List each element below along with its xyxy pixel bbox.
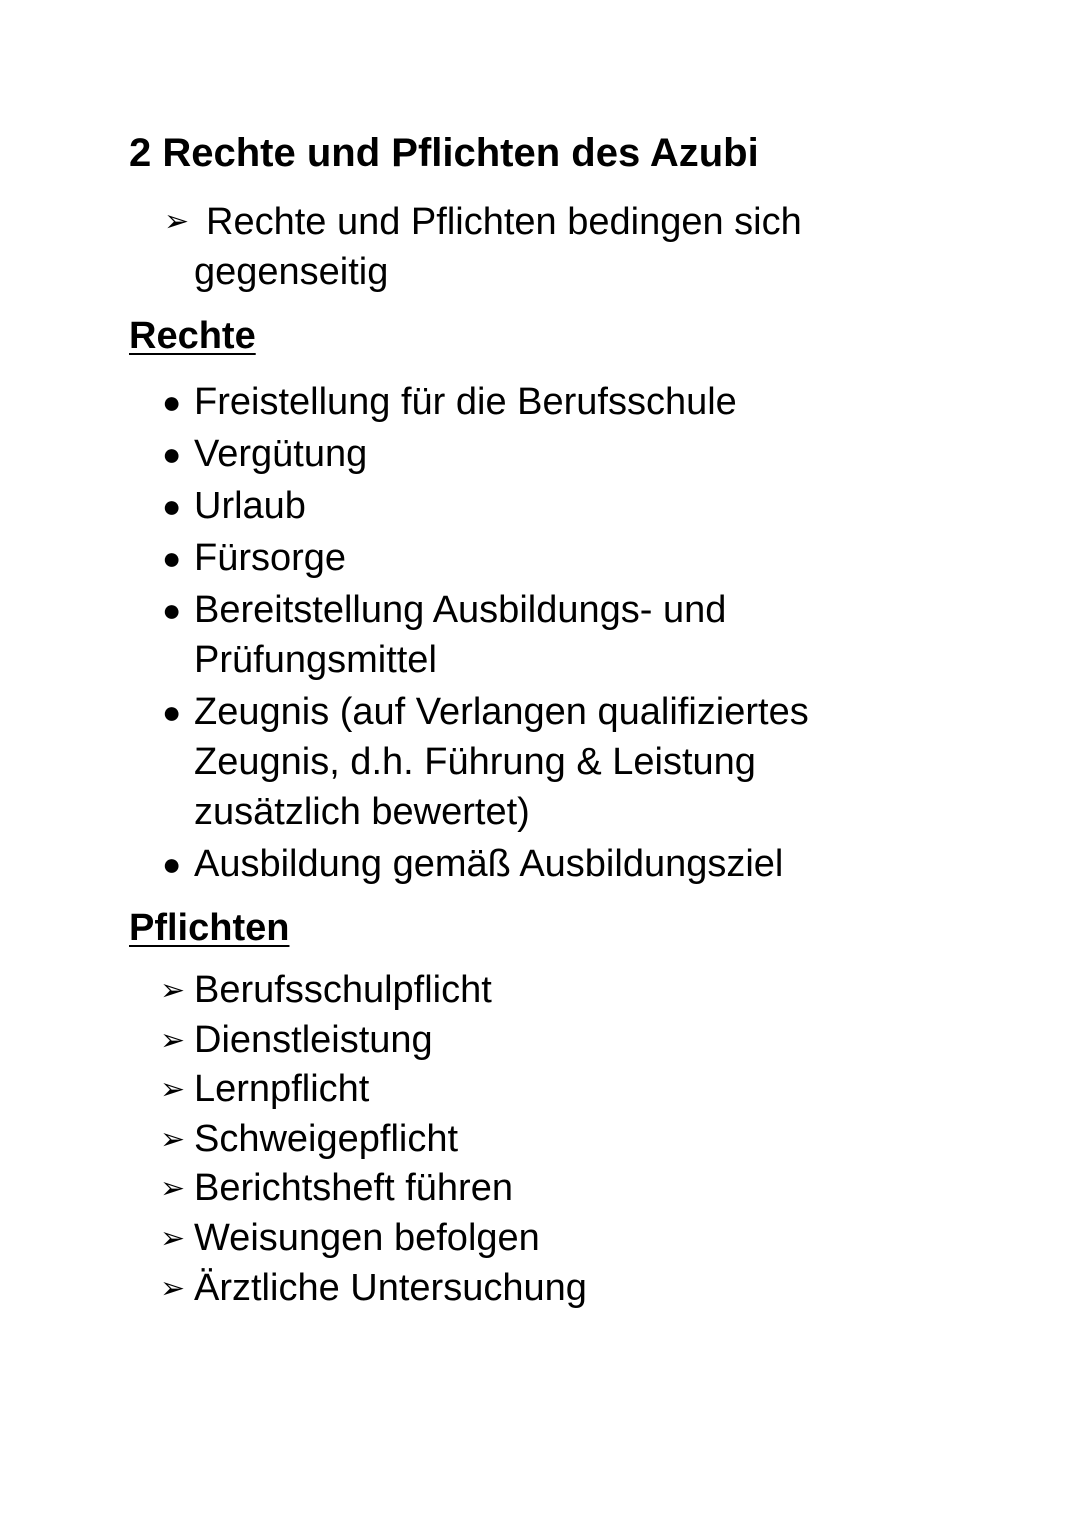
list-item xyxy=(160,585,880,685)
page-title: 2 Rechte und Pflichten des Azubi xyxy=(129,131,759,175)
list-item-text: Zeugnis (auf Verlangen qualifiziertes Zeugnis, d.h. Führung & Leistung zusätzlich bewertet) xyxy=(194,691,809,833)
list-item xyxy=(160,1065,880,1115)
list-item-text: Lernpflicht xyxy=(194,1068,370,1111)
arrow-bullet-icon: ➢ xyxy=(160,974,186,1007)
list-item-text: Berichtsheft führen xyxy=(194,1167,513,1210)
arrow-bullet-icon: ➢ xyxy=(160,1122,186,1156)
list-item-text: Vergütung xyxy=(194,433,368,475)
round-bullet-icon: ● xyxy=(162,436,182,472)
pflichten-heading: Pflichten xyxy=(129,907,290,949)
rechte-heading: Rechte xyxy=(129,315,256,357)
list-item xyxy=(160,839,880,889)
list-item-text: Bereitstellung Ausbildungs- und Prüfungsmittel xyxy=(194,589,727,681)
list-item-text: Weisungen befolgen xyxy=(194,1216,540,1259)
list-item-text: Ärztliche Untersuchung xyxy=(194,1266,587,1309)
list-item xyxy=(160,966,880,1016)
intro-statement xyxy=(164,197,884,297)
rechte-list xyxy=(160,377,880,891)
arrow-bullet-icon: ➢ xyxy=(160,1271,186,1305)
arrow-bullet-icon: ➢ xyxy=(160,1221,186,1255)
intro-text-line-2: gegenseitig xyxy=(194,251,389,293)
list-item-text: Berufsschulpflicht xyxy=(194,969,492,1011)
round-bullet-icon: ● xyxy=(162,694,182,730)
list-item xyxy=(160,1016,880,1066)
arrow-bullet-icon: ➢ xyxy=(160,1023,186,1057)
list-item xyxy=(160,1164,880,1214)
list-item xyxy=(160,533,880,583)
list-item xyxy=(160,377,880,427)
list-item-text: Urlaub xyxy=(194,485,306,527)
round-bullet-icon: ● xyxy=(162,540,182,576)
list-item-text: Schweigepflicht xyxy=(194,1117,459,1160)
arrow-bullet-icon: ➢ xyxy=(160,1172,186,1206)
list-item-text: Dienstleistung xyxy=(194,1018,433,1061)
arrow-bullet-icon: ➢ xyxy=(164,205,190,238)
list-item xyxy=(160,1115,880,1165)
list-item-text: Ausbildung gemäß Ausbildungsziel xyxy=(194,843,784,885)
pflichten-list xyxy=(160,966,880,1313)
arrow-bullet-icon: ➢ xyxy=(160,1073,186,1107)
round-bullet-icon: ● xyxy=(162,488,182,524)
round-bullet-icon: ● xyxy=(162,846,182,882)
round-bullet-icon: ● xyxy=(162,592,182,628)
list-item xyxy=(160,687,880,837)
list-item-text: Freistellung für die Berufsschule xyxy=(194,381,737,423)
list-item xyxy=(160,429,880,479)
list-item-text: Fürsorge xyxy=(194,537,347,579)
list-item xyxy=(160,1264,880,1314)
intro-text-line-1: Rechte und Pflichten bedingen sich xyxy=(206,201,802,243)
list-item xyxy=(160,1214,880,1264)
round-bullet-icon: ● xyxy=(162,384,182,420)
list-item xyxy=(160,481,880,531)
